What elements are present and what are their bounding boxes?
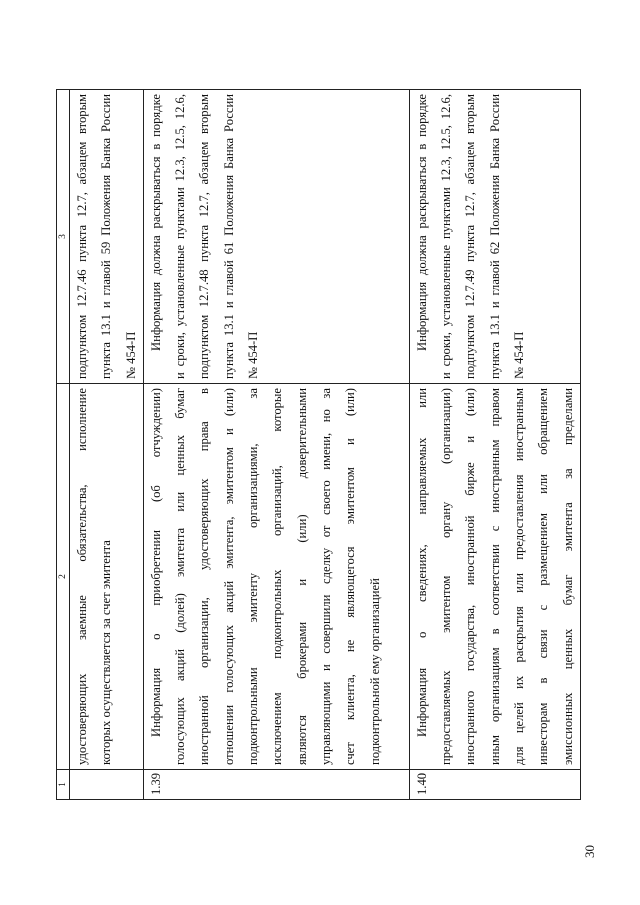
row-number: 1.39: [143, 770, 409, 800]
info-description-cell: [409, 384, 580, 770]
text-line: № 454-П: [246, 331, 261, 379]
text-line: иностранной организации, удостоверяющих права в: [197, 388, 212, 765]
text-line: и сроки, установленные пунктами 12.3, 12.5, 12.6,: [173, 94, 188, 379]
text-line: подпунктом 12.7.46 пункта 12.7, абзацем вторым: [75, 94, 89, 379]
column-number-row: [57, 90, 70, 800]
text-line: Информация о сведениях, направляемых или: [414, 388, 429, 737]
table-row-1-39: [143, 90, 409, 800]
text-line: иностранного государства, иностранной бирже и (или): [463, 388, 478, 765]
text-line: голосующих акций (долей) эмитента или ценных бумаг: [173, 388, 188, 765]
table-row-1-40: [409, 90, 580, 800]
text-line: пункта 13.1 и главой 59 Положения Банка России: [99, 94, 114, 379]
page-number: 30: [582, 845, 597, 858]
text-line: счет клиента, не являющегося эмитентом и (или): [343, 388, 358, 765]
text-line: № 454-П: [123, 331, 138, 379]
disclosure-rule-cell: [143, 90, 409, 384]
column-number-3: 3: [57, 90, 70, 384]
disclosure-rule-cell: [409, 90, 580, 384]
text-line: подконтрольными эмитенту организациями, за: [246, 388, 261, 765]
text-line: управляющими и совершили сделку от своего имени, но за: [318, 388, 333, 765]
info-description-cell: [70, 384, 144, 770]
row-number-cell: [70, 770, 144, 800]
text-line: № 454-П: [512, 331, 527, 379]
column-number-1: 1: [57, 770, 70, 800]
text-line: удостоверяющих заемные обязательства, исполнение: [75, 388, 89, 765]
text-line: инвесторам в связи с размещением или обращением: [536, 388, 551, 765]
text-line: и сроки, установленные пунктами 12.3, 12.5, 12.6,: [439, 94, 454, 379]
text-line: подпунктом 12.7.49 пункта 12.7, абзацем вторым: [463, 94, 478, 379]
text-line: для целей их раскрытия или предоставления иностранным: [512, 388, 527, 765]
text-line: подконтрольной ему организацией: [367, 578, 382, 765]
text-line: Информация о приобретении (об отчуждении): [148, 388, 163, 737]
text-line: являются брокерами и (или) доверительными: [294, 388, 309, 765]
text-line: пункта 13.1 и главой 61 Положения Банка России: [221, 94, 236, 379]
text-line: предоставляемых эмитентом органу (организации): [439, 388, 454, 765]
disclosure-table: [56, 89, 581, 800]
disclosure-rule-cell: [70, 90, 144, 384]
text-line: иным организациям в соответствии с иностранным правом: [487, 388, 502, 765]
text-line: подпунктом 12.7.48 пункта 12.7, абзацем вторым: [197, 94, 212, 379]
table-row-continuation: [70, 90, 144, 800]
text-line: отношении голосующих акций эмитента, эмитентом и (или): [221, 388, 236, 765]
row-number: 1.40: [409, 770, 580, 800]
text-line: пункта 13.1 и главой 62 Положения Банка России: [487, 94, 502, 379]
text-line: Информация должна раскрываться в порядке: [414, 94, 429, 351]
text-line: Информация должна раскрываться в порядке: [148, 94, 163, 351]
text-line: исключением подконтрольных организаций, которые: [270, 388, 285, 765]
text-line: эмиссионных ценных бумаг эмитента за пределами: [560, 388, 575, 765]
column-number-2: 2: [57, 384, 70, 770]
info-description-cell: [143, 384, 409, 770]
text-line: которых осуществляется за счет эмитента: [99, 540, 114, 765]
